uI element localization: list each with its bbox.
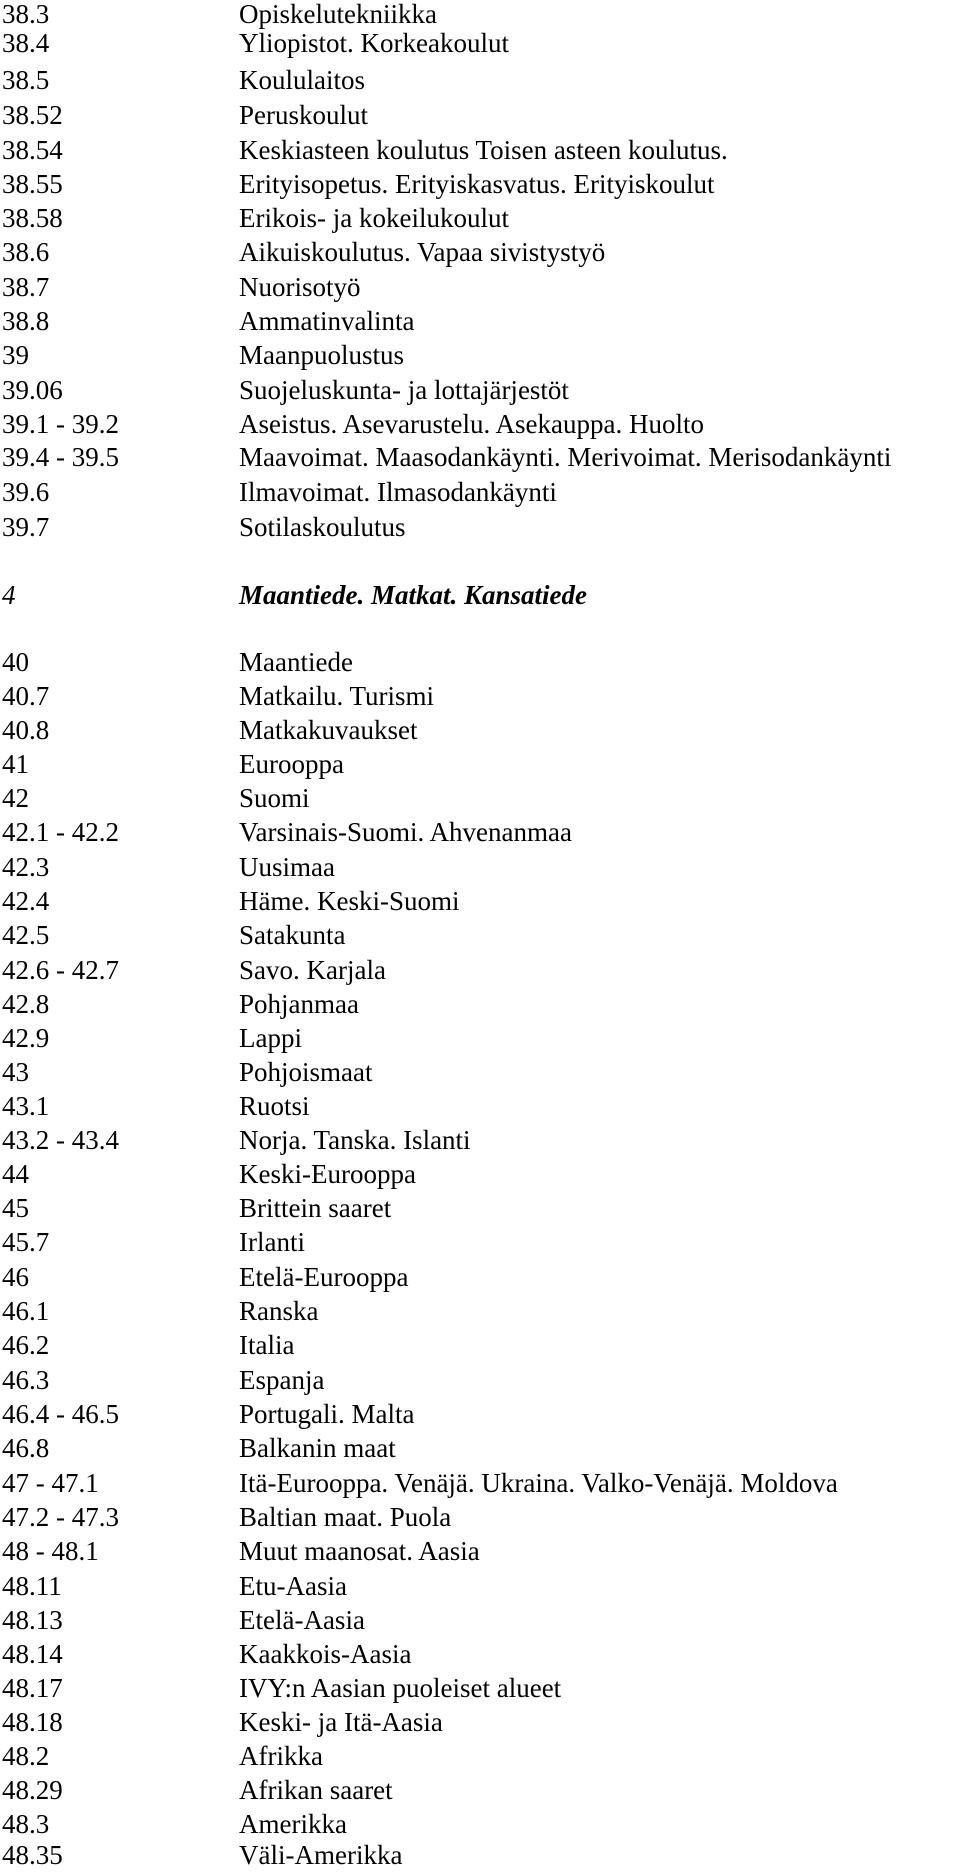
class-code: 42.5 xyxy=(2,920,50,950)
section-heading xyxy=(0,578,960,612)
class-title: Keski-Eurooppa xyxy=(239,1159,416,1189)
list-item xyxy=(0,1225,960,1259)
class-code: 38.7 xyxy=(2,272,50,302)
class-title: Maavoimat. Maasodankäynti. Merivoimat. Merisodankäynti xyxy=(239,442,892,472)
class-code: 38.58 xyxy=(2,203,63,233)
class-code: 38.5 xyxy=(2,65,50,95)
class-title: Suojeluskunta- ja lottajärjestöt xyxy=(239,375,569,405)
list-item xyxy=(0,884,960,918)
class-code: 42 xyxy=(2,783,29,813)
list-item xyxy=(0,1671,960,1705)
class-code: 39 xyxy=(2,340,29,370)
class-code: 42.8 xyxy=(2,989,50,1019)
list-item xyxy=(0,1363,960,1397)
class-title: Koululaitos xyxy=(239,65,365,95)
class-code: 39.1 - 39.2 xyxy=(2,409,119,439)
class-code: 48.17 xyxy=(2,1673,63,1703)
list-item xyxy=(0,1089,960,1123)
class-title: Ilmavoimat. Ilmasodankäynti xyxy=(239,477,557,507)
list-item xyxy=(0,407,960,441)
list-item xyxy=(0,304,960,338)
class-title: Pohjanmaa xyxy=(239,989,359,1019)
class-code: 47 - 47.1 xyxy=(2,1468,99,1498)
class-code: 48.3 xyxy=(2,1809,50,1839)
class-title: Amerikka xyxy=(239,1809,347,1839)
class-code: 38.54 xyxy=(2,135,63,165)
class-title: Erityisopetus. Erityiskasvatus. Erityiskoulut xyxy=(239,169,715,199)
class-code: 38.8 xyxy=(2,306,50,336)
class-code: 42.1 - 42.2 xyxy=(2,817,119,847)
class-code: 48 - 48.1 xyxy=(2,1536,99,1566)
list-item xyxy=(0,338,960,372)
class-code: 39.6 xyxy=(2,477,50,507)
class-code: 43.1 xyxy=(2,1091,50,1121)
section-code: 4 xyxy=(2,580,16,610)
class-code: 38.3 xyxy=(2,0,50,29)
list-item xyxy=(0,1397,960,1431)
list-item xyxy=(0,713,960,747)
list-item xyxy=(0,1838,960,1872)
class-code: 48.35 xyxy=(2,1840,63,1870)
list-item xyxy=(0,747,960,781)
class-title: Matkakuvaukset xyxy=(239,715,418,745)
list-item xyxy=(0,1157,960,1191)
class-code: 42.6 - 42.7 xyxy=(2,955,119,985)
list-item xyxy=(0,781,960,815)
class-title: Savo. Karjala xyxy=(239,955,386,985)
list-item xyxy=(0,1021,960,1055)
class-title: Afrikan saaret xyxy=(239,1775,393,1805)
class-code: 45.7 xyxy=(2,1227,50,1257)
list-item xyxy=(0,1328,960,1362)
class-title: Ranska xyxy=(239,1296,319,1326)
class-title: Keskiasteen koulutus Toisen asteen koulutus. xyxy=(239,135,728,165)
class-title: Portugali. Malta xyxy=(239,1399,415,1429)
class-title: Afrikka xyxy=(239,1741,323,1771)
class-code: 48.14 xyxy=(2,1639,63,1669)
class-title: Irlanti xyxy=(239,1227,305,1257)
list-item xyxy=(0,953,960,987)
class-title: Maanpuolustus xyxy=(239,340,404,370)
class-title: Satakunta xyxy=(239,920,346,950)
class-title: Eurooppa xyxy=(239,749,344,779)
list-item xyxy=(0,63,960,97)
class-code: 39.06 xyxy=(2,375,63,405)
class-title: Maantiede xyxy=(239,647,353,677)
class-code: 40 xyxy=(2,647,29,677)
list-item xyxy=(0,645,960,679)
list-item xyxy=(0,1807,960,1841)
class-code: 40.8 xyxy=(2,715,50,745)
class-code: 38.4 xyxy=(2,28,50,58)
class-title: Balkanin maat xyxy=(239,1433,396,1463)
class-code: 46.1 xyxy=(2,1296,50,1326)
class-title: Etelä-Eurooppa xyxy=(239,1262,409,1292)
class-title: Varsinais-Suomi. Ahvenanmaa xyxy=(239,817,572,847)
class-title: Opiskelutekniikka xyxy=(239,0,437,29)
class-title: Brittein saaret xyxy=(239,1193,392,1223)
class-code: 43 xyxy=(2,1057,29,1087)
list-item xyxy=(0,1603,960,1637)
list-item xyxy=(0,1705,960,1739)
list-item xyxy=(0,475,960,509)
list-item xyxy=(0,270,960,304)
class-title: Aikuiskoulutus. Vapaa sivistystyö xyxy=(239,237,606,267)
class-title: Uusimaa xyxy=(239,852,335,882)
list-item xyxy=(0,510,960,544)
class-code: 41 xyxy=(2,749,29,779)
class-title: Häme. Keski-Suomi xyxy=(239,886,460,916)
list-item xyxy=(0,1294,960,1328)
list-item xyxy=(0,133,960,167)
class-title: Yliopistot. Korkeakoulut xyxy=(239,28,509,58)
class-title: Sotilaskoulutus xyxy=(239,512,406,542)
list-item xyxy=(0,1773,960,1807)
class-title: Erikois- ja kokeilukoulut xyxy=(239,203,509,233)
class-title: Ruotsi xyxy=(239,1091,310,1121)
class-code: 46 xyxy=(2,1262,29,1292)
class-code: 45 xyxy=(2,1193,29,1223)
class-code: 46.3 xyxy=(2,1365,50,1395)
class-code: 48.2 xyxy=(2,1741,50,1771)
class-code: 43.2 - 43.4 xyxy=(2,1125,119,1155)
list-item xyxy=(0,26,960,60)
class-title: Aseistus. Asevarustelu. Asekauppa. Huolto xyxy=(239,409,704,439)
class-title: Espanja xyxy=(239,1365,325,1395)
class-title: Lappi xyxy=(239,1023,302,1053)
list-item xyxy=(0,373,960,407)
class-code: 39.4 - 39.5 xyxy=(2,442,119,472)
class-code: 42.9 xyxy=(2,1023,50,1053)
list-item xyxy=(0,1431,960,1465)
class-title: Matkailu. Turismi xyxy=(239,681,435,711)
class-code: 39.7 xyxy=(2,512,50,542)
class-title: Väli-Amerikka xyxy=(239,1840,403,1870)
class-code: 47.2 - 47.3 xyxy=(2,1502,119,1532)
class-title: Nuorisotyö xyxy=(239,272,361,302)
class-title: Kaakkois-Aasia xyxy=(239,1639,412,1669)
class-code: 38.52 xyxy=(2,100,63,130)
class-title: Suomi xyxy=(239,783,310,813)
class-title: Muut maanosat. Aasia xyxy=(239,1536,480,1566)
class-title: Keski- ja Itä-Aasia xyxy=(239,1707,443,1737)
class-title: IVY:n Aasian puoleiset alueet xyxy=(239,1673,562,1703)
class-code: 46.2 xyxy=(2,1330,50,1360)
class-code: 48.11 xyxy=(2,1571,62,1601)
list-item xyxy=(0,1500,960,1534)
class-code: 48.18 xyxy=(2,1707,63,1737)
class-title: Italia xyxy=(239,1330,295,1360)
list-item xyxy=(0,1569,960,1603)
list-item xyxy=(0,918,960,952)
class-code: 48.13 xyxy=(2,1605,63,1635)
class-code: 42.4 xyxy=(2,886,50,916)
list-item xyxy=(0,1055,960,1089)
class-code: 46.8 xyxy=(2,1433,50,1463)
list-item xyxy=(0,201,960,235)
class-code: 48.29 xyxy=(2,1775,63,1805)
class-title: Pohjoismaat xyxy=(239,1057,373,1087)
class-code: 42.3 xyxy=(2,852,50,882)
section-title: Maantiede. Matkat. Kansatiede xyxy=(239,580,588,610)
class-title: Ammatinvalinta xyxy=(239,306,415,336)
class-title: Itä-Eurooppa. Venäjä. Ukraina. Valko-Venäjä. Moldova xyxy=(239,1468,838,1498)
list-item xyxy=(0,1191,960,1225)
list-item xyxy=(0,1123,960,1157)
list-item xyxy=(0,98,960,132)
class-code: 46.4 - 46.5 xyxy=(2,1399,119,1429)
list-item xyxy=(0,1466,960,1500)
list-item xyxy=(0,1637,960,1671)
list-item xyxy=(0,987,960,1021)
list-item xyxy=(0,679,960,713)
class-title: Etu-Aasia xyxy=(239,1571,347,1601)
list-item xyxy=(0,1739,960,1773)
class-title: Norja. Tanska. Islanti xyxy=(239,1125,471,1155)
class-code: 38.6 xyxy=(2,237,50,267)
list-item xyxy=(0,815,960,849)
list-item xyxy=(0,440,960,474)
list-item xyxy=(0,850,960,884)
class-code: 38.55 xyxy=(2,169,63,199)
class-code: 44 xyxy=(2,1159,29,1189)
class-title: Peruskoulut xyxy=(239,100,369,130)
class-code: 40.7 xyxy=(2,681,50,711)
class-title: Baltian maat. Puola xyxy=(239,1502,452,1532)
list-item xyxy=(0,1260,960,1294)
list-item xyxy=(0,1534,960,1568)
list-item xyxy=(0,235,960,269)
class-title: Etelä-Aasia xyxy=(239,1605,365,1635)
list-item xyxy=(0,167,960,201)
